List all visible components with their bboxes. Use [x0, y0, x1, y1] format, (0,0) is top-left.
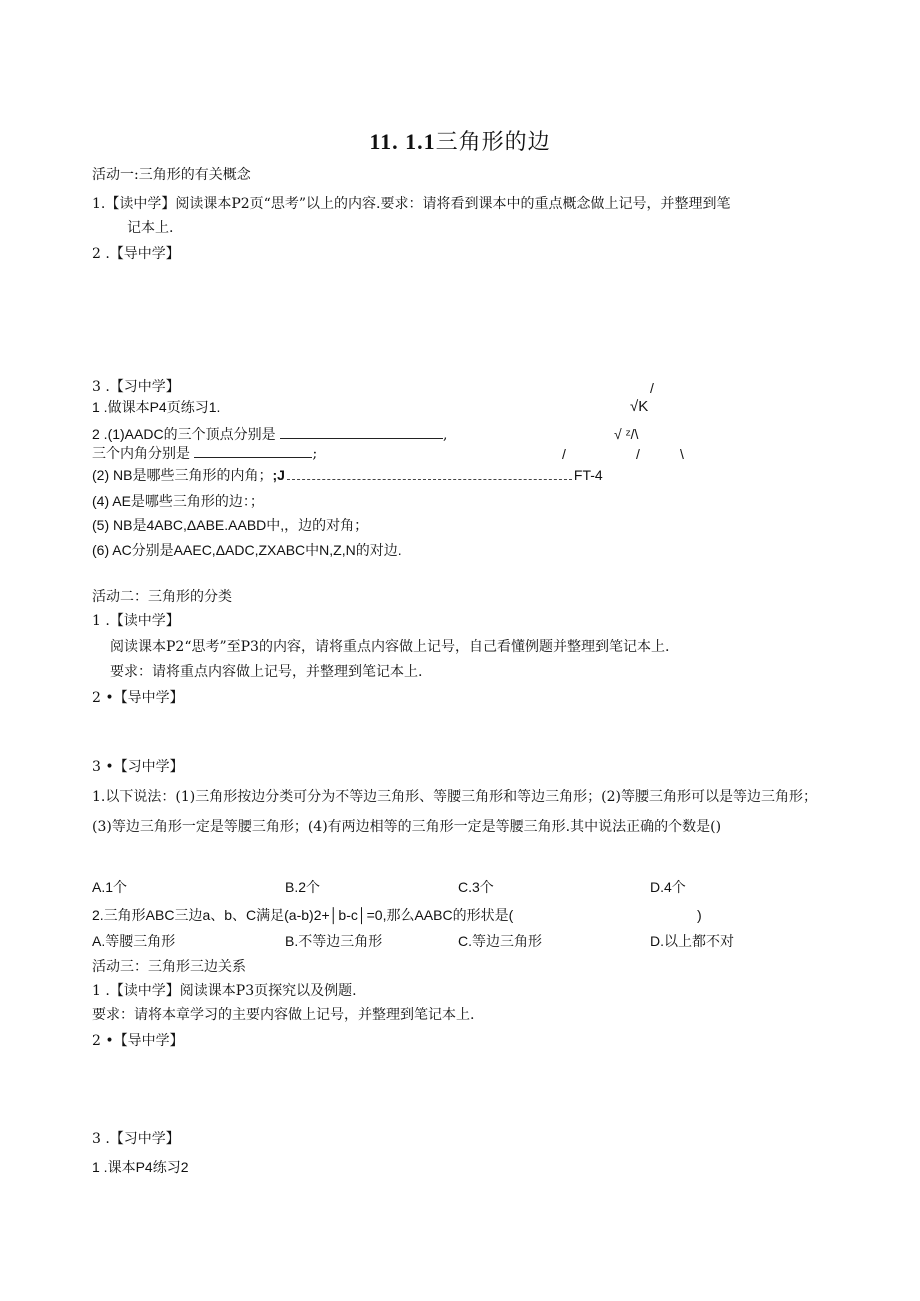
dashed-leader — [287, 470, 572, 480]
q2-option-d: D.以上都不对 — [650, 933, 734, 949]
act2-item3: 3 •【习中学】 — [92, 759, 184, 775]
q1-option-c: C.3个 — [458, 879, 494, 895]
act1-ex2-4: (4) AE是哪些三角形的边：； — [92, 493, 264, 509]
page-title — [0, 128, 920, 157]
act2-question2: 2.三角形ABC三边a、b、C满足(a-b)2+│b-c│=0,那么AABC的形状是( — [92, 907, 514, 923]
q2-option-c: C.等边三角形 — [458, 933, 542, 949]
q1-option-d: D.4个 — [650, 879, 686, 895]
act3-requirement: 要求：请将本章学习的主要内容做上记号，并整理到笔记本上. — [92, 1007, 475, 1023]
act3-item3: 3 .【习中学】 — [92, 1131, 180, 1147]
ex2-2-mark: ;J — [272, 467, 285, 483]
ex2-a-tail: , — [443, 427, 448, 443]
figure-mark-vk: √K — [630, 398, 649, 415]
blank-vertices — [280, 426, 443, 439]
act2-read-line1: 阅读课本P2“思考”至P3的内容，请将重点内容做上记号，自己看懂例题并整理到笔记本上. — [110, 639, 670, 655]
activity2-heading: 活动二：三角形的分类 — [92, 589, 232, 605]
q1-option-b: B.2个 — [285, 879, 321, 895]
act1-ex2-5: (5) NB是4ABC,ΔABE.AABD中,，边的对角； — [92, 517, 369, 533]
ex2-b-text: 三个内角分别是 — [92, 446, 190, 462]
ex2-2-label: FT-4 — [573, 467, 603, 483]
figure-mark-br: \ — [680, 446, 684, 462]
act2-question1: 1.以下说法：(1)三角形按边分类可分为不等边三角形、等腰三角形和等边三角形；(2)等腰三角形可以是等边三角形；(3)等边三角形一定是等腰三角形；(4)有两边相等的三角形一定是等腰三角形.其中说法正确的个数是() — [92, 789, 818, 835]
act1-item1-line1: 1.【读中学】阅读课本P2页“思考”以上的内容.要求：请将看到课本中的重点概念做上记号，并整理到笔 — [92, 196, 731, 212]
act1-item1-line2: 记本上. — [127, 220, 174, 236]
activity1-heading: 活动一:三角形的有关概念 — [92, 167, 251, 183]
act1-item2: 2 .【导中学】 — [92, 246, 180, 262]
act1-ex2-a — [92, 425, 447, 444]
act3-item1: 1 .【读中学】阅读课本P3页探究以及例题. — [92, 983, 357, 999]
act1-ex2-b — [92, 445, 317, 463]
activity3-heading: 活动三：三角形三边关系 — [92, 959, 246, 975]
figure-mark-slash: / — [650, 380, 654, 396]
title-number: 11. 1.1 — [369, 129, 436, 154]
blank-angles — [194, 445, 312, 458]
act2-item2: 2 •【导中学】 — [92, 690, 184, 706]
act1-ex2-6: (6) AC分别是AAEC,ΔADC,ZXABC中N,Z,N的对边. — [92, 542, 402, 558]
act1-ex1: 1 .做课本P4页练习1. — [92, 399, 221, 415]
ex2-2-text: (2) NB是哪些三角形的内角； — [92, 467, 273, 483]
figure-mark-mid: √ ᶻ/\ — [614, 426, 639, 442]
figure-mark-bl: / — [562, 446, 566, 462]
q2-close-paren: ) — [697, 907, 702, 923]
act1-item3: 3 .【习中学】 — [92, 379, 180, 395]
ex2-a-text: 2 .(1)AADC的三个顶点分别是 — [92, 426, 276, 442]
act1-ex2-2 — [92, 466, 603, 484]
q1-option-a: A.1个 — [92, 879, 128, 895]
act2-read-line2: 要求：请将重点内容做上记号，并整理到笔记本上. — [110, 664, 423, 680]
act2-item1: 1 .【读中学】 — [92, 613, 180, 629]
q2-option-a: A.等腰三角形 — [92, 933, 176, 949]
title-text: 三角形的边 — [435, 130, 551, 155]
ex2-b-tail: ; — [312, 446, 318, 462]
act3-ex1: 1 .课本P4练习2 — [92, 1159, 189, 1175]
figure-mark-bm: / — [636, 446, 640, 462]
q2-option-b: B.不等边三角形 — [285, 933, 383, 949]
act3-item2: 2 •【导中学】 — [92, 1033, 184, 1049]
